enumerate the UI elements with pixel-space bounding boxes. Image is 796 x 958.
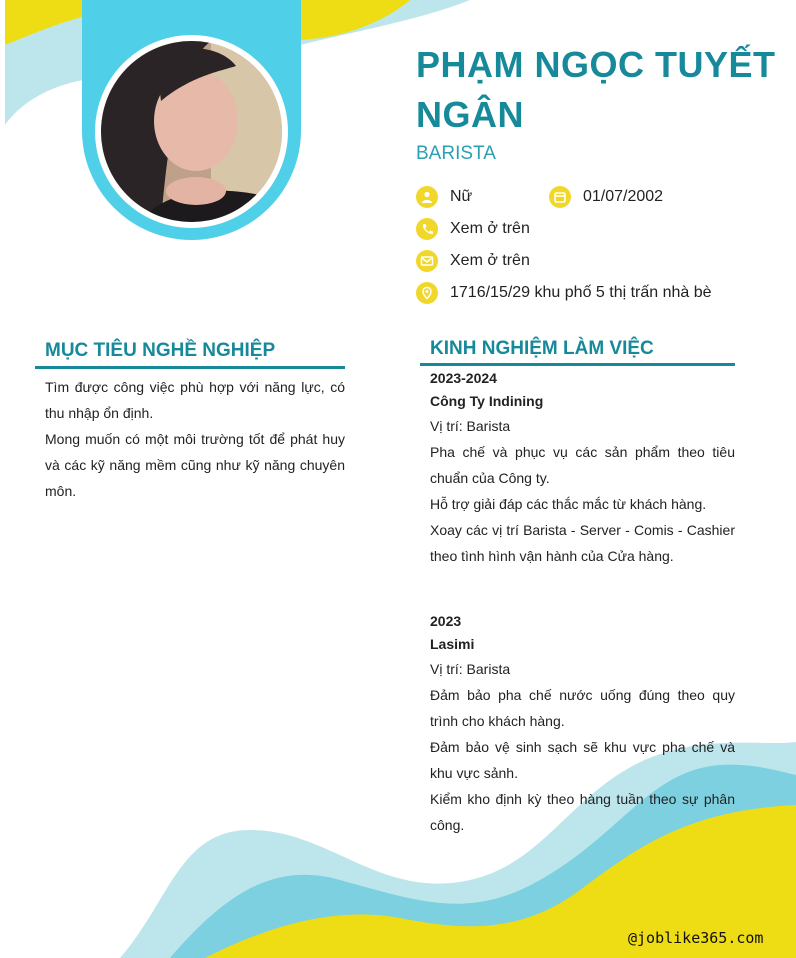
- gender-value: Nữ: [450, 188, 473, 205]
- experience-detail: Kiểm kho định kỳ theo hàng tuần theo sự phân công.: [430, 791, 735, 833]
- profile-photo: [101, 41, 282, 222]
- experience-position: Vị trí: Barista: [430, 661, 511, 677]
- birthday-value: 01/07/2002: [583, 188, 664, 205]
- phone-row: [416, 218, 530, 240]
- experience-item: [430, 610, 735, 838]
- objective-paragraph: Tìm được công việc phù hợp với năng lực, có thu nhập ổn định.: [45, 379, 345, 421]
- job-title: BARISTA: [416, 143, 496, 164]
- objective-divider: [35, 366, 345, 369]
- experience-detail: Đảm bảo vệ sinh sạch sẽ khu vực pha chế và khu vực sảnh.: [430, 739, 735, 781]
- experience-item: [430, 367, 735, 569]
- experience-detail: Pha chế và phục vụ các sản phẩm theo tiêu chuẩn của Công ty.: [430, 444, 735, 486]
- user-icon: [416, 186, 438, 208]
- calendar-icon: [549, 186, 571, 208]
- address-row: [416, 282, 712, 304]
- objective-heading: MỤC TIÊU NGHỀ NGHIỆP: [45, 340, 276, 361]
- experience-heading: KINH NGHIỆM LÀM VIỆC: [430, 338, 654, 359]
- phone-icon: [416, 218, 438, 240]
- email-value: Xem ở trên: [450, 252, 530, 269]
- experience-detail: Hỗ trợ giải đáp các thắc mắc từ khách hàng.: [430, 496, 707, 512]
- phone-value: Xem ở trên: [450, 220, 530, 237]
- address-value: 1716/15/29 khu phố 5 thị trấn nhà bè: [450, 284, 712, 301]
- experience-detail: Đảm bảo pha chế nước uống đúng theo quy trình cho khách hàng.: [430, 687, 735, 729]
- experience-position: Vị trí: Barista: [430, 418, 511, 434]
- email-row: [416, 250, 530, 272]
- candidate-name: PHẠM NGỌC TUYẾT NGÂN: [416, 44, 776, 135]
- footer-watermark: @joblike365.com: [628, 929, 764, 947]
- objective-paragraph: Mong muốn có một môi trường tốt để phát huy và các kỹ năng mềm cũng như kỹ năng chuyên môn.: [45, 431, 345, 499]
- experience-company: Công Ty Indining: [430, 393, 544, 409]
- location-pin-icon: [416, 282, 438, 304]
- mail-icon: [416, 250, 438, 272]
- experience-divider: [420, 363, 735, 366]
- experience-detail: Xoay các vị trí Barista - Server - Comis - Cashier theo tình hình vận hành của Cửa hàng.: [430, 522, 735, 564]
- experience-company: Lasimi: [430, 636, 475, 652]
- experience-years: 2023-2024: [430, 370, 497, 386]
- experience-years: 2023: [430, 613, 462, 629]
- birthday-row: [549, 186, 663, 208]
- gender-row: [416, 186, 472, 208]
